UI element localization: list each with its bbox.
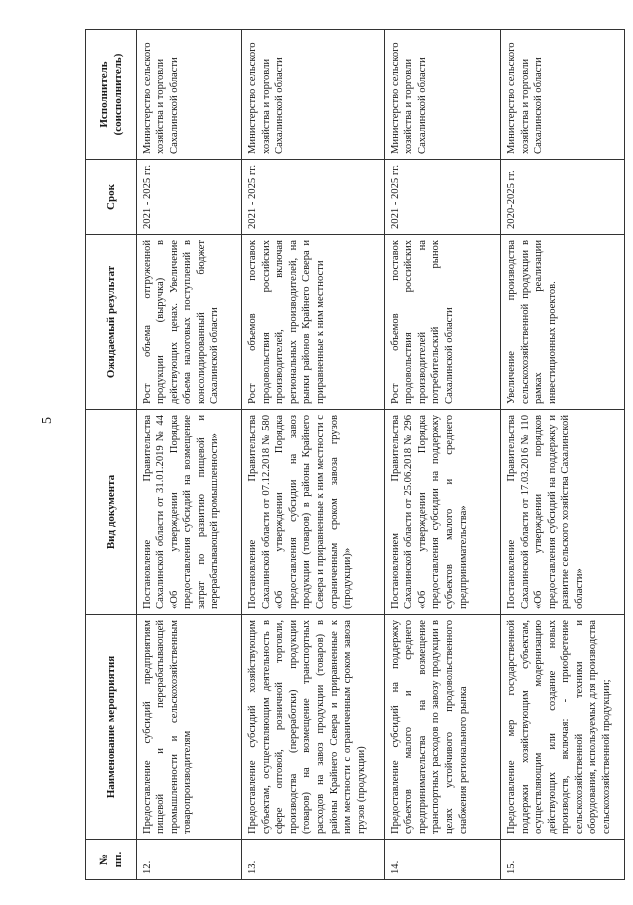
cell-name: Предоставление субсидий предприятиям пищевой и перерабатывающей промышленности и сельскохозяйственным товаропроизводителям [136,615,242,840]
table-container [85,30,625,880]
cell-term: 2021 - 2025 гг. [136,160,242,235]
cell-num: 15. [501,840,625,880]
cell-result: Рост объема отгруженной продукции (выручка) в действующих ценах. Увеличение объема налоговых поступлений в консолидированный бюджет Сахалинской области [136,235,242,410]
table-row [136,30,242,880]
header-term: Срок [86,160,137,235]
cell-result: Увеличение производства сельскохозяйственной продукции в рамках реализации инвестиционных проектов. [501,235,625,410]
table-row [501,30,625,880]
cell-doc: Постановление Правительства Сахалинской области от 07.12.2018 № 580 «Об утверждении Порядка предоставления субсидии на завоз продукции (товаров) в районы Крайнего Севера и приравненные к ним местности с ограниченным сроком завоза грузов (продукции)» [242,410,385,615]
cell-executor: Министерство сельского хозяйства и торговли Сахалинской области [242,30,385,160]
header-num: № пп. [86,840,137,880]
cell-executor: Министерство сельского хозяйства и торговли Сахалинской области [501,30,625,160]
cell-num: 14. [384,840,500,880]
table-row [384,30,500,880]
page-number: 5 [40,417,55,424]
header-name: Наименование мероприятия [86,615,137,840]
cell-result: Рост объемов поставок продовольствия российских производителей, включая региональных производителей, на рынки районов Крайнего Севера и приравненные к ним местности [242,235,385,410]
cell-name: Предоставление субсидий хозяйствующим субъектам, осуществляющим деятельность в сфере оптовой, розничной торговли, производства (переработки) продукции (товаров) на возмещение транспортных расходов на завоз продукции (товаров) в районы Крайнего Севера и приравненные к ним местности с ограниченным сроком завоза грузов (продукции) [242,615,385,840]
cell-name: Предоставление субсидий на поддержку субъектов малого и среднего предпринимательства на возмещение транспортных расходов по завозу продукции в целях устойчивого продовольственного снабжения регионального рынка [384,615,500,840]
header-doc: Вид документа [86,410,137,615]
header-result: Ожидаемый результат [86,235,137,410]
cell-doc: Постановление Правительства Сахалинской области от 17.03.2016 № 110 «Об утверждении порядков предоставления субсидий на поддержку и развитие сельского хозяйства Сахалинской области» [501,410,625,615]
cell-doc: Постановление Правительства Сахалинской области от 31.01.2019 № 44 «Об утверждении Порядка предоставления субсидий на возмещение затрат по развитию пищевой и перерабатывающей промышленности» [136,410,242,615]
cell-name: Предоставление мер государственной поддержки хозяйствующим субъектам, осуществляющим модернизацию действующих или создание новых производств, включая: - приобретение сельскохозяйственной техники и оборудования, используемых для производства сельскохозяйственной продукции; [501,615,625,840]
cell-term: 2020-2025 гг. [501,160,625,235]
cell-doc: Постановлением Правительства Сахалинской области от 25.06.2018 № 296 «Об утверждении Порядка предоставления субсидии на поддержку субъектов малого и среднего предпринимательства» [384,410,500,615]
cell-term: 2021 - 2025 гг. [242,160,385,235]
rotated-table-frame [85,30,625,880]
cell-executor: Министерство сельского хозяйства и торговли Сахалинской области [136,30,242,160]
cell-executor: Министерство сельского хозяйства и торговли Сахалинской области [384,30,500,160]
cell-term: 2021 - 2025 гг. [384,160,500,235]
cell-result: Рост объемов поставок продовольствия российских производителей на потребительский рынок Сахалинской области [384,235,500,410]
measures-table [85,29,625,880]
header-executor: Исполнитель (соисполнитель) [86,30,137,160]
cell-num: 12. [136,840,242,880]
cell-num: 13. [242,840,385,880]
table-header-row [86,30,137,880]
table-row [242,30,385,880]
